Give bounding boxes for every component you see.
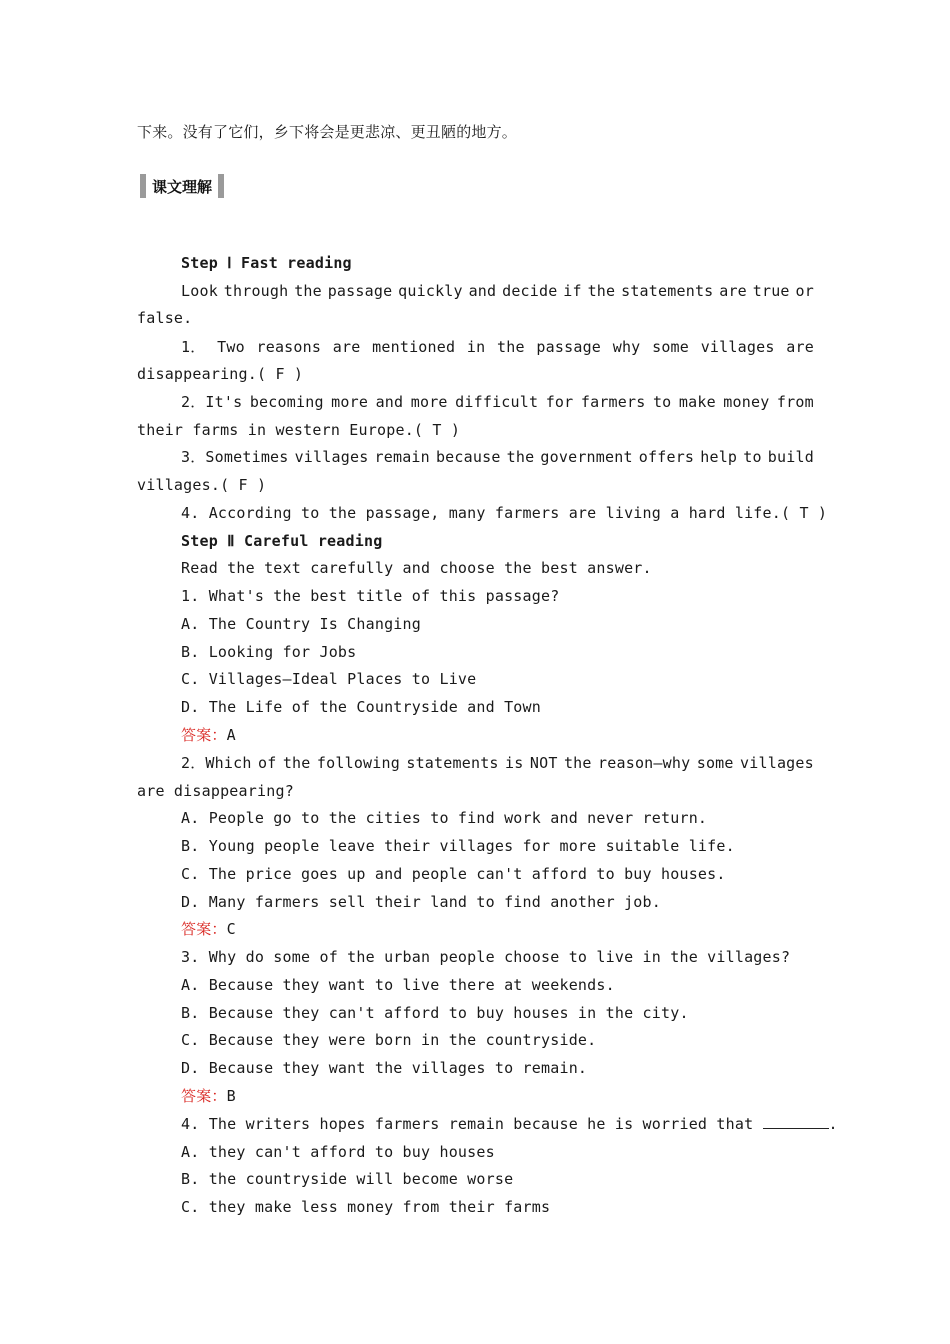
word: 2．It's [181, 393, 243, 411]
word: build [767, 448, 814, 466]
word: more [331, 393, 369, 411]
word: following [316, 754, 400, 772]
q2-option-a: A. People go to the cities to find work and never return. [181, 809, 708, 827]
q2-question-line2: are disappearing? [137, 782, 294, 800]
q4-option-c: C. they make less money from their farms [181, 1198, 551, 1216]
word: if [563, 282, 582, 300]
word: passage [327, 282, 393, 300]
word: for [545, 393, 574, 411]
fast-item-1-line2: disappearing.( F ) [137, 365, 304, 383]
q4-question-text: 4. The writers hopes farmers remain because he is worried that [181, 1115, 754, 1133]
q3-option-a: A. Because they want to live there at weekends. [181, 976, 615, 994]
fast-item-4: 4. According to the passage, many farmers are living a hard life.( T ) [181, 504, 828, 522]
q4-question [181, 1114, 838, 1134]
q1-option-a: A. The Country Is Changing [181, 615, 421, 633]
word: offers [638, 448, 695, 466]
answer-label: 答案： [181, 1087, 227, 1105]
fast-item-1-line1 [181, 337, 814, 357]
step1-heading: Step Ⅰ Fast reading [181, 254, 352, 272]
word: farmers [580, 393, 646, 411]
answer-value: A [226, 726, 236, 744]
word: to [743, 448, 762, 466]
word: 1． [181, 338, 206, 356]
word: Two [217, 338, 245, 356]
q4-question-end: . [828, 1115, 838, 1133]
word: make [678, 393, 716, 411]
q2-question-line1 [181, 753, 814, 773]
word: the [294, 282, 322, 300]
word: villages [294, 448, 369, 466]
q3-question: 3. Why do some of the urban people choose to live in the villages? [181, 948, 791, 966]
word: from [776, 393, 814, 411]
answer-value: C [226, 920, 236, 938]
word: some [696, 754, 734, 772]
answer-label: 答案： [181, 920, 227, 938]
q3-option-b: B. Because they can't afford to buy houses in the city. [181, 1004, 689, 1022]
q1-question: 1. What's the best title of this passage? [181, 587, 560, 605]
continuation-text: 下来。没有了它们，乡下将会是更悲凉、更丑陋的地方。 [137, 123, 518, 141]
word: true [752, 282, 790, 300]
word: and [375, 393, 404, 411]
word: are [332, 338, 361, 356]
q3-option-c: C. Because they were born in the countryside. [181, 1031, 597, 1049]
word: or [795, 282, 814, 300]
word: some [652, 338, 690, 356]
word: villages [740, 754, 814, 772]
word: more [410, 393, 448, 411]
word: passage [536, 338, 602, 356]
word: to [652, 393, 672, 411]
section-title: 课文理解 [152, 177, 213, 196]
step2-heading: Step Ⅱ Careful reading [181, 532, 383, 550]
q3-answer [181, 1086, 236, 1106]
word: are [786, 338, 814, 356]
word: Look [181, 282, 218, 300]
word: is [505, 754, 524, 772]
word: through [223, 282, 289, 300]
word: and [468, 282, 497, 300]
q1-answer [181, 725, 236, 745]
word: villages [700, 338, 775, 356]
word: statements [621, 282, 714, 300]
q2-option-b: B. Young people leave their villages for more suitable life. [181, 837, 735, 855]
fast-item-3-line2: villages.( F ) [137, 476, 267, 494]
word: reason—why [598, 754, 691, 772]
word: NOT [529, 754, 558, 772]
answer-label: 答案： [181, 726, 227, 744]
word: money [723, 393, 770, 411]
word: reasons [256, 338, 322, 356]
word: becoming [249, 393, 324, 411]
section-header [140, 172, 224, 200]
word: 2．Which [181, 754, 252, 772]
word: of [257, 754, 277, 772]
answer-blank [763, 1114, 829, 1129]
word: decide [502, 282, 558, 300]
word: difficult [455, 393, 539, 411]
word: because [435, 448, 501, 466]
q4-option-a: A. they can't afford to buy houses [181, 1143, 495, 1161]
step1-instruction-line1 [181, 281, 814, 301]
fast-item-2-line1 [181, 392, 814, 412]
fast-item-2-line2: their farms in western Europe.( T ) [137, 421, 461, 439]
fast-item-3-line1 [181, 447, 814, 467]
word: the [282, 754, 311, 772]
q1-option-d: D. The Life of the Countryside and Town [181, 698, 541, 716]
answer-value: B [226, 1087, 236, 1105]
section-bar-right [218, 174, 224, 198]
word: the [563, 754, 592, 772]
word: are [719, 282, 747, 300]
word: statements [406, 754, 499, 772]
step2-instruction: Read the text carefully and choose the best answer. [181, 559, 652, 577]
q1-option-b: B. Looking for Jobs [181, 643, 357, 661]
word: remain [374, 448, 430, 466]
word: 3．Sometimes [181, 448, 289, 466]
word: quickly [398, 282, 463, 300]
word: the [506, 448, 535, 466]
word: the [587, 282, 616, 300]
word: help [700, 448, 738, 466]
q1-option-c: C. Villages—Ideal Places to Live [181, 670, 477, 688]
q2-answer [181, 919, 236, 939]
q4-option-b: B. the countryside will become worse [181, 1170, 514, 1188]
word: in [466, 338, 486, 356]
word: mentioned [372, 338, 456, 356]
q2-option-d: D. Many farmers sell their land to find another job. [181, 893, 661, 911]
word: why [612, 338, 641, 356]
section-bar-left [140, 174, 146, 198]
q3-option-d: D. Because they want the villages to remain. [181, 1059, 588, 1077]
q2-option-c: C. The price goes up and people can't afford to buy houses. [181, 865, 726, 883]
step1-instruction-line2: false. [137, 309, 193, 327]
word: the [497, 338, 525, 356]
word: government [540, 448, 633, 466]
